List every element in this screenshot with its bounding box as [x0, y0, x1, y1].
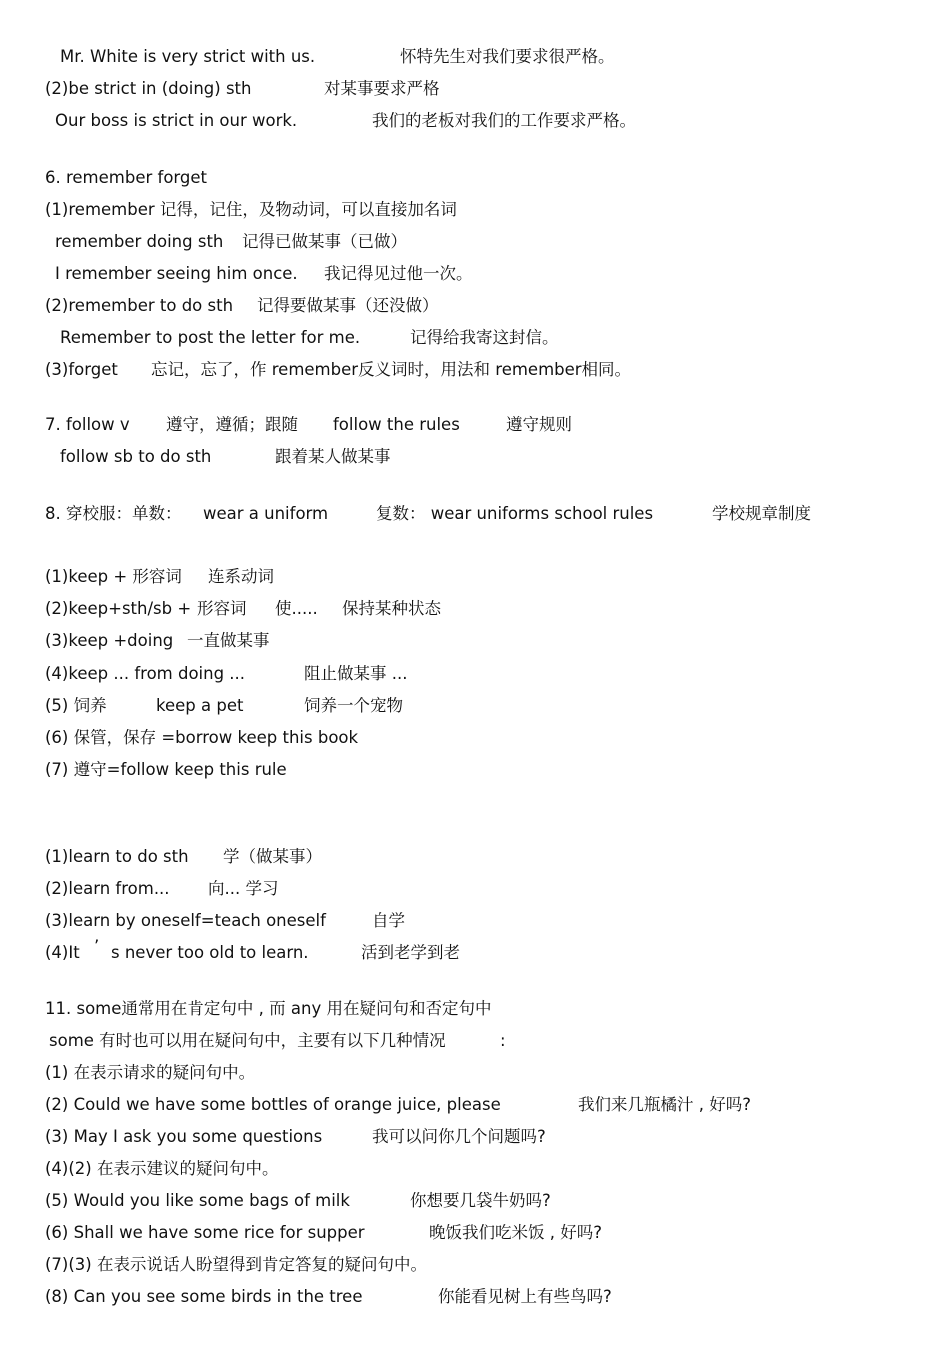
line-text: Mr. White is very strict with us. — [60, 47, 316, 66]
line-translation: 对某事要求严格 — [324, 79, 440, 98]
line-text: (2)keep+sth/sb + — [45, 599, 192, 618]
line-text: (3) May I ask you some questions — [45, 1127, 323, 1146]
line-text: (1)remember 记得，记住，及物动词，可以直接加名词 — [45, 200, 457, 219]
line-translation: 学校规章制度 — [712, 504, 811, 523]
line-text: follow the rules — [333, 415, 460, 434]
line-translation: 饲养一个宠物 — [304, 696, 403, 715]
line-translation: 一直做某事 — [187, 631, 270, 650]
line-text: Our boss is strict in our work. — [55, 111, 298, 130]
line-text: (1) 在表示请求的疑问句中。 — [45, 1063, 256, 1082]
line-translation: 你想要几袋牛奶吗? — [410, 1191, 551, 1210]
line-text: (2) Could we have some bottles of orange juice, please — [45, 1095, 501, 1114]
line-translation: 记得给我寄这封信。 — [410, 328, 559, 347]
line-translation: 遵守规则 — [506, 415, 572, 434]
line-text: (3)forget — [45, 360, 118, 379]
line-translation: 忘记，忘了，作 remember反义词时，用法和 remember相同。 — [151, 360, 632, 379]
line-text: (4)(2) 在表示建议的疑问句中。 — [45, 1159, 279, 1178]
line-text: keep a pet — [156, 696, 244, 715]
line-text: 8. 穿校服：单数： — [45, 504, 182, 523]
line-text: I remember seeing him once. — [55, 264, 298, 283]
line-text: Remember to post the letter for me. — [60, 328, 361, 347]
line-text: (2)be strict in (doing) sth — [45, 79, 252, 98]
line-text: remember doing sth — [55, 232, 224, 251]
line-translation: 阻止做某事 ... — [304, 664, 408, 683]
line-text: 使..... — [275, 599, 318, 618]
line-text: (7) 遵守=follow keep this rule — [45, 760, 287, 779]
line-text: 7. follow v — [45, 415, 130, 434]
line-text: 6. remember forget — [45, 168, 208, 187]
line-translation: 记得已做某事（已做） — [242, 232, 407, 251]
line-translation: 晚饭我们吃米饭 , 好吗? — [429, 1223, 602, 1242]
line-text: (6) Shall we have some rice for supper — [45, 1223, 365, 1242]
line-text: (1)learn to do sth — [45, 847, 189, 866]
line-text: some 有时也可以用在疑问句中，主要有以下几种情况 — [49, 1031, 446, 1050]
line-text: (2)learn from... — [45, 879, 170, 898]
line-text: (1)keep + 形容词 — [45, 567, 182, 586]
line-text: 复数： wear uniforms school rules — [376, 504, 654, 523]
line-text: (4)It — [45, 943, 80, 962]
line-text: follow sb to do sth — [60, 447, 212, 466]
line-translation: 怀特先生对我们要求很严格。 — [400, 47, 615, 66]
line-translation: 形容词 — [197, 599, 247, 618]
line-translation: 我可以问你几个问题吗? — [372, 1127, 546, 1146]
line-text: (2)remember to do sth — [45, 296, 234, 315]
line-translation: 你能看见树上有些鸟吗? — [438, 1287, 612, 1306]
line-text: s never too old to learn. — [111, 943, 309, 962]
line-translation: 我们的老板对我们的工作要求严格。 — [372, 111, 636, 130]
line-text: 11. some通常用在肯定句中 , 而 any 用在疑问句和否定句中 — [45, 999, 492, 1018]
line-translation: 保持某种状态 — [342, 599, 441, 618]
line-text: (8) Can you see some birds in the tree — [45, 1287, 363, 1306]
line-translation: 遵守，遵循；跟随 — [166, 415, 298, 434]
line-translation: 自学 — [372, 911, 405, 930]
line-text: : — [500, 1031, 506, 1050]
line-translation: 我们来几瓶橘汁 , 好吗? — [578, 1095, 751, 1114]
line-text: (4)keep ... from doing ... — [45, 664, 246, 683]
line-translation: 活到老学到老 — [361, 943, 460, 962]
line-translation: 跟着某人做某事 — [275, 447, 391, 466]
line-text: wear a uniform — [203, 504, 329, 523]
apostrophe-mark: ’ — [94, 937, 100, 956]
line-translation: 连系动词 — [208, 567, 274, 586]
line-text: (3)keep +doing — [45, 631, 174, 650]
line-translation: 我记得见过他一次。 — [324, 264, 473, 283]
line-text: (5) 饲养 — [45, 696, 107, 715]
line-translation: 学（做某事） — [223, 847, 322, 866]
line-text: (5) Would you like some bags of milk — [45, 1191, 350, 1210]
line-text: (3)learn by oneself=teach oneself — [45, 911, 326, 930]
line-translation: 向... 学习 — [208, 879, 279, 898]
line-text: (6) 保管，保存 =borrow keep this book — [45, 728, 359, 747]
line-translation: 记得要做某事（还没做） — [257, 296, 439, 315]
line-text: (7)(3) 在表示说话人盼望得到肯定答复的疑问句中。 — [45, 1255, 427, 1274]
